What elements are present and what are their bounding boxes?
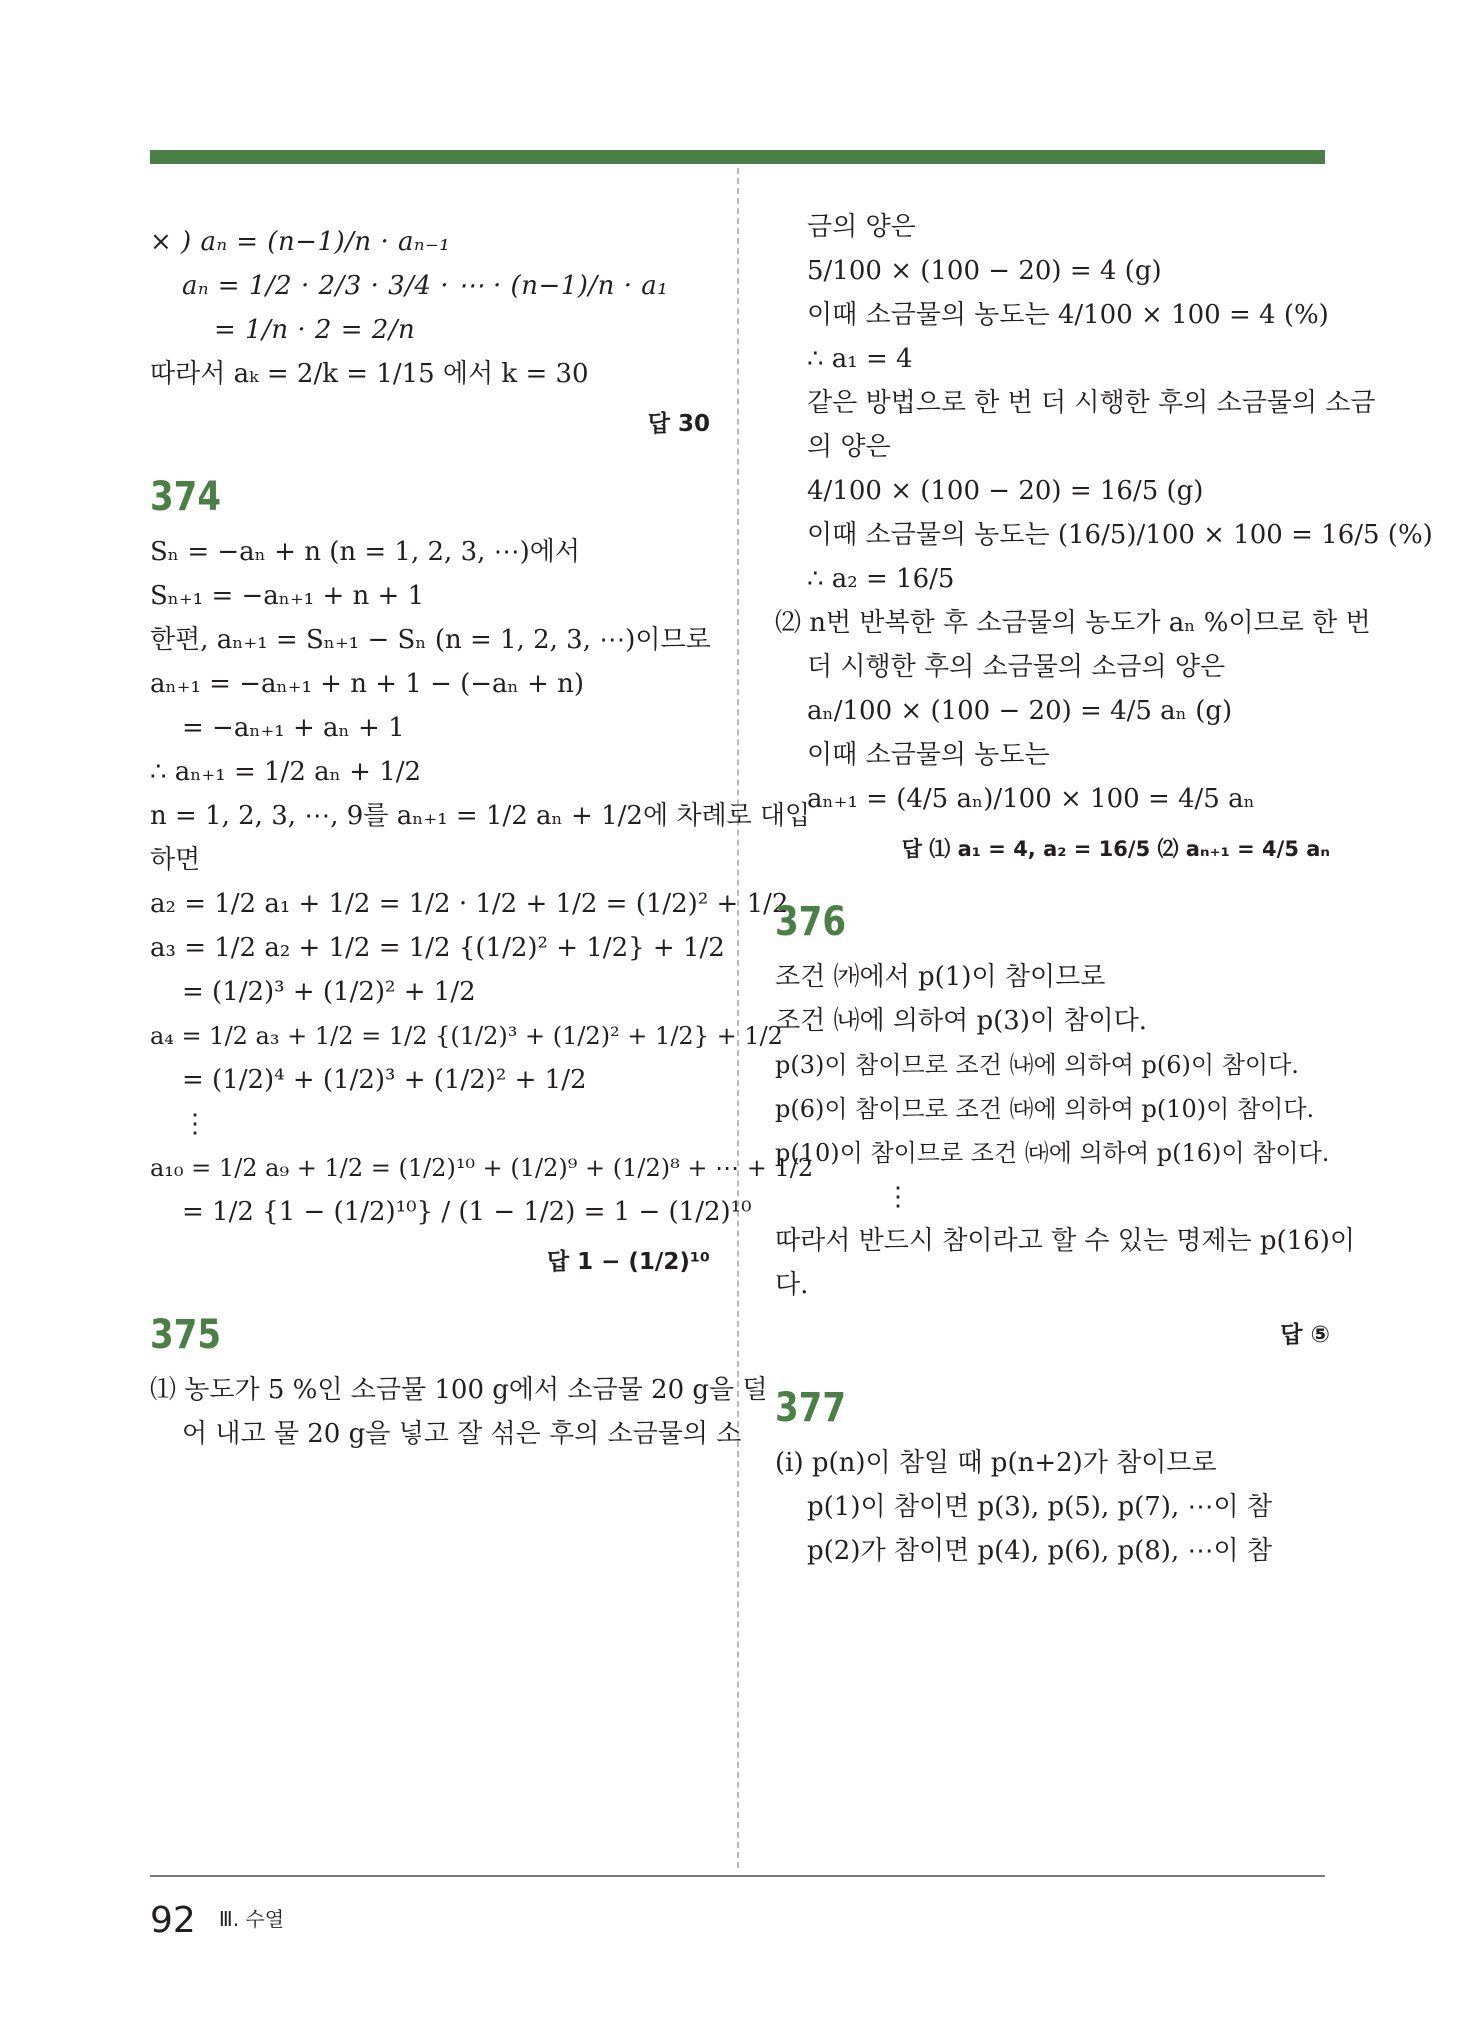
right-column <box>775 205 1433 1573</box>
solution-line: p(1)이 참이면 p(3), p(5), p(7), ⋯이 참 <box>807 1492 1272 1522</box>
solution-line: (i) p(n)이 참일 때 p(n+2)가 참이므로 <box>775 1448 1217 1478</box>
solution-line: ⋮ <box>885 1182 911 1212</box>
solution-line: aₙ₊₁ = (4/5 aₙ)/100 × 100 = 4/5 aₙ <box>807 784 1255 814</box>
section-title: Ⅲ. 수열 <box>218 1907 285 1931</box>
solution-line: ∴ a₂ = 16/5 <box>807 564 955 594</box>
solution-line: 따라서 반드시 참이라고 할 수 있는 명제는 p(16)이 <box>775 1226 1355 1256</box>
solution-line: 이때 소금물의 농도는 (16/5)/100 × 100 = 16/5 (%) <box>807 520 1433 550</box>
answer-label: 답 30 <box>647 411 710 437</box>
page-number: 92 <box>150 1900 196 1941</box>
solution-line: 의 양은 <box>807 432 891 462</box>
solution-line: aₙ₊₁ = −aₙ₊₁ + n + 1 − (−aₙ + n) <box>150 669 585 699</box>
solution-line: 조건 ㈏에 의하여 p(3)이 참이다. <box>775 1006 1147 1036</box>
prev-line: = 1/n · 2 = 2/n <box>214 315 416 345</box>
column-divider <box>737 168 739 1868</box>
solution-line: 한편, aₙ₊₁ = Sₙ₊₁ − Sₙ (n = 1, 2, 3, ⋯)이므로 <box>150 625 711 655</box>
solution-line: n = 1, 2, 3, ⋯, 9를 aₙ₊₁ = 1/2 aₙ + 1/2에 차례로 대입 <box>150 801 811 831</box>
answer-label: 답 ⑴ a₁ = 4, a₂ = 16/5 ⑵ aₙ₊₁ = 4/5 aₙ <box>901 837 1330 861</box>
solution-line: a₂ = 1/2 a₁ + 1/2 = 1/2 · 1/2 + 1/2 = (1/2)² + 1/2 <box>150 889 789 919</box>
answer-label: 답 ⑤ <box>1280 1322 1330 1348</box>
header-accent-bar <box>150 150 1325 164</box>
problem-number: 375 <box>150 1312 221 1358</box>
solution-line: = 1/2 {1 − (1/2)¹⁰} / (1 − 1/2) = 1 − (1/2)¹⁰ <box>182 1197 752 1227</box>
problem-number: 377 <box>775 1385 846 1431</box>
solution-line: 같은 방법으로 한 번 더 시행한 후의 소금물의 소금 <box>807 388 1376 418</box>
solution-line: 4/100 × (100 − 20) = 16/5 (g) <box>807 476 1204 506</box>
solution-line: = (1/2)⁴ + (1/2)³ + (1/2)² + 1/2 <box>182 1065 587 1095</box>
footer-rule <box>150 1875 1325 1877</box>
solution-line: ∴ a₁ = 4 <box>807 344 913 374</box>
answer-label: 답 1 − (1/2)¹⁰ <box>546 1249 710 1275</box>
solution-line: p(3)이 참이므로 조건 ㈏에 의하여 p(6)이 참이다. <box>775 1051 1299 1079</box>
solution-line: p(2)가 참이면 p(4), p(6), p(8), ⋯이 참 <box>807 1536 1272 1566</box>
solution-line: ⑴ 농도가 5 %인 소금물 100 g에서 소금물 20 g을 덜 <box>150 1375 768 1405</box>
solution-line: 하면 <box>150 845 201 875</box>
prev-line: 따라서 aₖ = 2/k = 1/15 에서 k = 30 <box>150 359 589 389</box>
solution-line: Sₙ = −aₙ + n (n = 1, 2, 3, ⋯)에서 <box>150 537 581 567</box>
problem-number: 374 <box>150 474 221 520</box>
solution-line: p(6)이 참이므로 조건 ㈐에 의하여 p(10)이 참이다. <box>775 1095 1315 1123</box>
solution-line: 어 내고 물 20 g을 넣고 잘 섞은 후의 소금물의 소 <box>182 1419 742 1449</box>
solution-line: = −aₙ₊₁ + aₙ + 1 <box>182 713 405 743</box>
solution-line: a₄ = 1/2 a₃ + 1/2 = 1/2 {(1/2)³ + (1/2)² + 1/2} + 1/2 <box>150 1022 783 1050</box>
prev-line: aₙ = 1/2 · 2/3 · 3/4 · ⋯ · (n−1)/n · a₁ <box>182 271 669 301</box>
solution-line: 이때 소금물의 농도는 4/100 × 100 = 4 (%) <box>807 300 1329 330</box>
solution-line: ⋮ <box>182 1109 208 1139</box>
solution-line: p(10)이 참이므로 조건 ㈐에 의하여 p(16)이 참이다. <box>775 1139 1330 1167</box>
solution-line: aₙ/100 × (100 − 20) = 4/5 aₙ (g) <box>807 696 1233 726</box>
solution-line: 다. <box>775 1270 809 1300</box>
solution-line: 금의 양은 <box>807 212 916 242</box>
solution-line: a₁₀ = 1/2 a₉ + 1/2 = (1/2)¹⁰ + (1/2)⁹ + (1/2)⁸ + ⋯ + 1/2 <box>150 1154 814 1182</box>
problem-number: 376 <box>775 899 846 945</box>
prev-line: × ) aₙ = (n−1)/n · aₙ₋₁ <box>150 227 451 257</box>
solution-line: a₃ = 1/2 a₂ + 1/2 = 1/2 {(1/2)² + 1/2} + 1/2 <box>150 933 725 963</box>
solution-line: = (1/2)³ + (1/2)² + 1/2 <box>182 977 476 1007</box>
solution-line: ⑵ n번 반복한 후 소금물의 농도가 aₙ %이므로 한 번 <box>775 608 1371 638</box>
solution-line: 5/100 × (100 − 20) = 4 (g) <box>807 256 1162 286</box>
solution-line: ∴ aₙ₊₁ = 1/2 aₙ + 1/2 <box>150 757 422 787</box>
solution-line: Sₙ₊₁ = −aₙ₊₁ + n + 1 <box>150 581 425 611</box>
solution-line: 조건 ㈎에서 p(1)이 참이므로 <box>775 962 1106 992</box>
page-footer <box>150 1900 284 1941</box>
solution-line: 더 시행한 후의 소금물의 소금의 양은 <box>807 652 1226 682</box>
solution-line: 이때 소금물의 농도는 <box>807 740 1050 770</box>
